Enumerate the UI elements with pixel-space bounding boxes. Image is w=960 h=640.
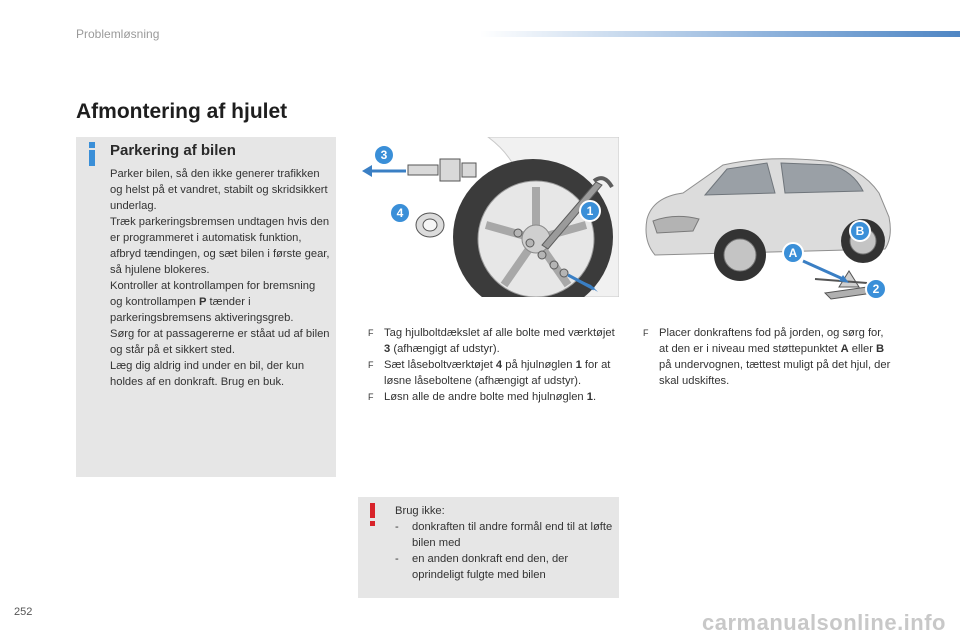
warning-item: - donkraften til andre formål end til at løfte bilen med	[395, 521, 613, 549]
callout-1	[580, 201, 600, 221]
info-title: Parkering af bilen	[110, 142, 236, 159]
callout-b	[850, 221, 870, 241]
info-paragraph: Sørg for at passagererne er ståat ud af bilen og står på et sikkert sted.	[110, 328, 330, 356]
svg-text:A: A	[788, 246, 798, 260]
wheel-tools-drawing	[358, 137, 619, 297]
step-item: F Sæt låseboltværktøjet 4 på hjulnøglen 1 for at løsne låseboltene (afhængigt af udstyr).	[368, 359, 611, 387]
hubcap-tool-icon	[408, 159, 476, 181]
callout-2	[866, 279, 886, 299]
warning-icon	[369, 503, 377, 527]
page-title: Afmontering af hjulet	[76, 100, 288, 123]
svg-text:B: B	[855, 224, 865, 238]
callout-a	[783, 243, 803, 263]
lock-bolt-tool-icon	[416, 213, 444, 237]
warning-intro: Brug ikke:	[395, 505, 445, 517]
step-item: F Placer donkraftens fod på jorden, og sørg for, at den er i niveau med støttepunktet A eller B på undervognen, tættest muligt på det hjul, der skal udskiftes.	[643, 327, 891, 387]
wheel-tools-illustration	[358, 137, 619, 297]
svg-text:3: 3	[380, 148, 388, 162]
car-jack-drawing	[635, 137, 897, 307]
info-paragraph: Træk parkeringsbremsen undtagen hvis den er programmeret i automatisk funktion, afbryd tændingen, og sæt bilen i første gear, så hjulene blokeres.	[110, 216, 330, 276]
step-item: F Løsn alle de andre bolte med hjulnøglen 1.	[368, 391, 597, 403]
header-gradient-bar	[480, 31, 960, 37]
info-paragraph: Læg dig aldrig ind under en bil, der kun holdes af en donkraft. Brug en buk.	[110, 360, 305, 388]
section-header: Problemløsning	[76, 27, 160, 41]
callout-3	[374, 145, 394, 165]
watermark: carmanualsonline.info	[702, 610, 946, 635]
callout-4	[390, 203, 410, 223]
steps-left	[368, 325, 622, 405]
svg-text:1: 1	[586, 204, 594, 218]
step-item: F Tag hjulboltdækslet af alle bolte med værktøjet 3 (afhængigt af udstyr).	[368, 327, 615, 355]
svg-text:2: 2	[872, 282, 880, 296]
warning-text	[395, 503, 615, 583]
steps-right	[643, 325, 895, 389]
info-text	[110, 166, 330, 390]
info-paragraph: Kontroller at kontrollampen for bremsning og kontrollampen P tænder i parkeringsbremsens aktiveringsgreb.	[110, 280, 316, 324]
car-jack-illustration	[635, 137, 897, 307]
page-number: 252	[14, 606, 33, 618]
svg-text:4: 4	[396, 206, 404, 220]
info-paragraph: Parker bilen, så den ikke generer trafikken og helst på et vandret, stabilt og skridsikkert underlag.	[110, 168, 328, 212]
jack-icon	[815, 271, 873, 299]
info-icon	[87, 142, 97, 166]
warning-item: - en anden donkraft end den, der oprindeligt fulgte med bilen	[395, 553, 569, 581]
